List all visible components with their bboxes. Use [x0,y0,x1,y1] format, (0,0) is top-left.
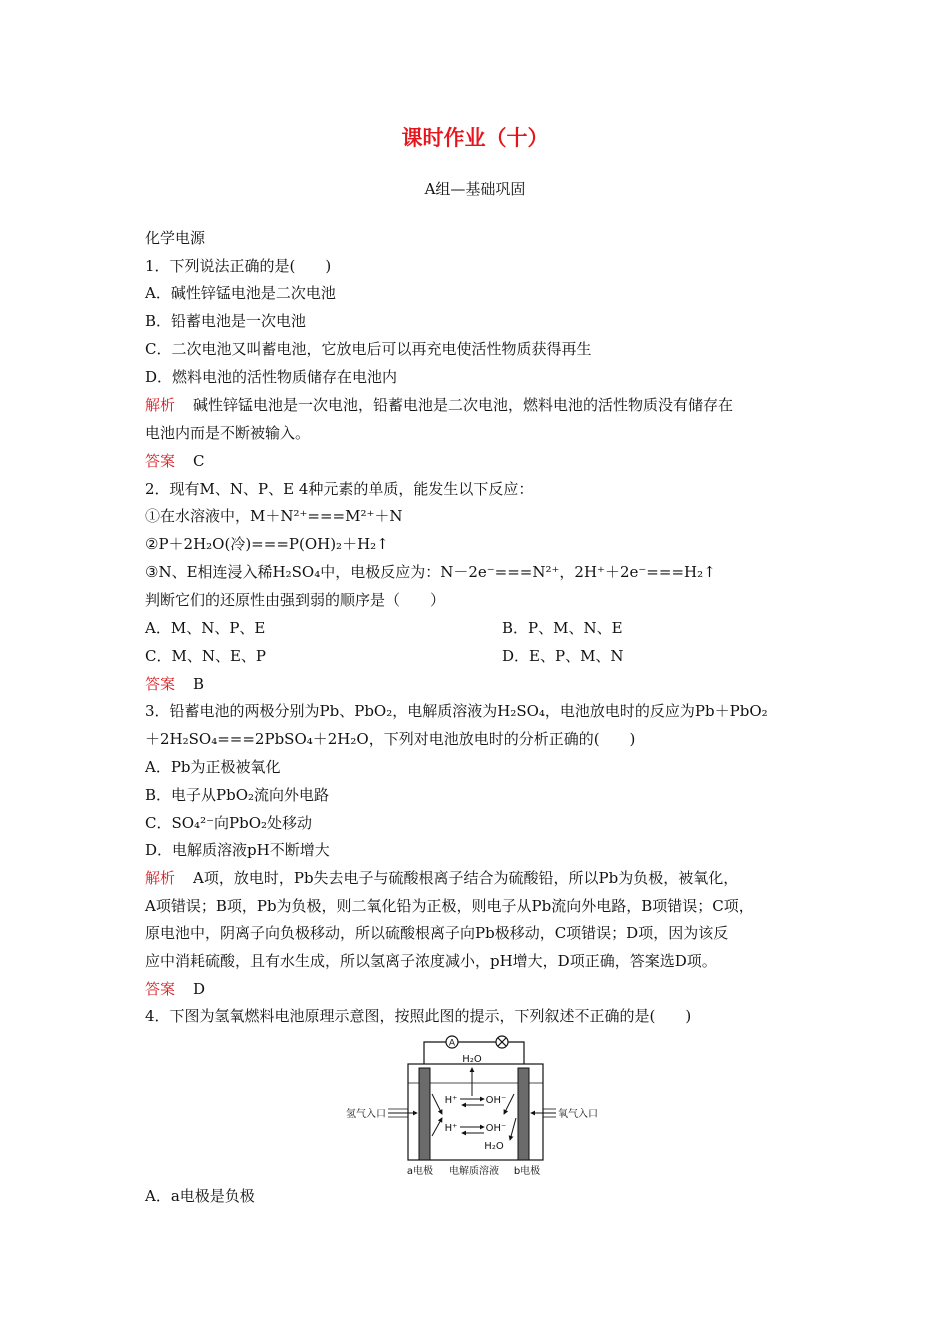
electrode-b-label: b电极 [513,1166,541,1177]
oxygen-inlet-label: 氧气入口 [558,1109,598,1120]
q1-option-d: D．燃料电池的活性物质储存在电池内 [145,368,398,386]
diag-arrow-left-2 [432,1118,442,1136]
q3-stem: 3．铅蓄电池的两极分别为Pb、PbO₂，电解质溶液为H₂SO₄，电池放电时的反应为Pb＋PbO₂ [145,702,768,720]
electrode-a-label: a电极 [406,1166,434,1177]
water-label-bottom: H₂O [484,1141,504,1152]
fuel-cell-diagram [344,1032,608,1180]
q1-answer [145,451,205,471]
q2-reaction-2: ②P＋2H₂O(冷)===P(OH)₂＋H₂↑ [145,535,389,553]
q2-option-d: D．E、P、M、N [502,647,624,665]
q1-analysis [145,395,733,415]
page-title: 课时作业（十） [401,126,549,150]
oh-minus-label-2: OH⁻ [485,1123,507,1134]
electrode-b [518,1068,529,1160]
q3-analysis-text: A项，放电时，Pb失去电子与硫酸根离子结合为硫酸铅，所以Pb为负极，被氧化， [193,869,739,887]
hydrogen-inlet-label: 氢气入口 [346,1109,386,1120]
q3-analysis-line3: 原电池中，阴离子向负极移动，所以硫酸根离子向Pb极移动，C项错误；D项，因为该反 [145,924,729,942]
q3-option-b: B．电子从PbO₂流向外电路 [145,786,330,804]
q1-analysis-text: 碱性锌锰电池是一次电池，铅蓄电池是二次电池，燃料电池的活性物质没有储存在 [193,396,734,414]
q3-option-d: D．电解质溶液pH不断增大 [145,841,330,859]
q2-option-b: B．P、M、N、E [502,619,623,637]
oh-minus-label-1: OH⁻ [485,1095,507,1106]
electrode-a [419,1068,430,1160]
q1-answer-value: C [193,452,205,470]
q3-analysis-line4: 应中消耗硫酸，且有水生成，所以氢离子浓度减小，pH增大，D项正确，答案选D项。 [145,952,717,970]
q2-answer-value: B [193,675,205,693]
h-plus-label-2: H⁺ [444,1123,458,1134]
q1-stem: 1．下列说法正确的是( ) [145,257,332,275]
q2-stem: 2．现有M、N、P、E 4种元素的单质，能发生以下反应： [145,480,534,498]
q3-answer-value: D [193,980,206,998]
bulb-icon [496,1036,508,1048]
q3-stem-line2: ＋2H₂SO₄===2PbSO₄＋2H₂O，下列对电池放电时的分析正确的( ) [145,730,636,748]
electrolyte-label: 电解质溶液 [449,1166,499,1177]
ammeter-label: A [448,1038,456,1049]
q1-option-b: B．铅蓄电池是一次电池 [145,312,307,330]
q2-ask: 判断它们的还原性由强到弱的顺序是（ ） [145,591,446,609]
q4-option-a: A．a电极是负极 [145,1187,255,1205]
analysis-label: 解析 [145,869,176,887]
group-heading: A组—基础巩固 [424,180,526,198]
answer-label: 答案 [145,452,176,470]
q3-option-c: C．SO₄²⁻向PbO₂处移动 [145,814,313,832]
q2-reaction-3: ③N、E相连浸入稀H₂SO₄中，电极反应为：N－2e⁻===N²⁺，2H⁺＋2e⁻===H₂↑ [145,563,716,581]
q2-option-a: A．M、N、P、E [145,619,266,637]
answer-label: 答案 [145,980,176,998]
diag-arrow-left-1 [432,1094,442,1114]
h-plus-label-1: H⁺ [444,1095,458,1106]
q3-analysis-line2: A项错误；B项，Pb为负极，则二氧化铅为正极，则电子从Pb流向外电路，B项错误；C项， [145,897,754,915]
answer-label: 答案 [145,675,176,693]
q2-answer [145,674,204,694]
section-heading: 化学电源 [145,229,206,247]
q3-answer [145,979,205,999]
q4-stem: 4．下图为氢氧燃料电池原理示意图，按照此图的提示，下列叙述不正确的是( ) [145,1007,692,1025]
q3-option-a: A．Pb为正极被氧化 [145,758,281,776]
analysis-label: 解析 [145,396,176,414]
q1-option-a: A．碱性锌锰电池是二次电池 [145,284,336,302]
q3-analysis [145,868,738,888]
water-label-top: H₂O [462,1054,482,1065]
q1-option-c: C．二次电池又叫蓄电池，它放电后可以再充电使活性物质获得再生 [145,340,592,358]
diag-arrow-right-2 [510,1118,516,1140]
q2-option-c: C．M、N、E、P [145,647,267,665]
q1-analysis-line2: 电池内而是不断被输入。 [145,424,311,442]
q2-reaction-1: ①在水溶液中，M＋N²⁺===M²⁺＋N [145,507,403,525]
